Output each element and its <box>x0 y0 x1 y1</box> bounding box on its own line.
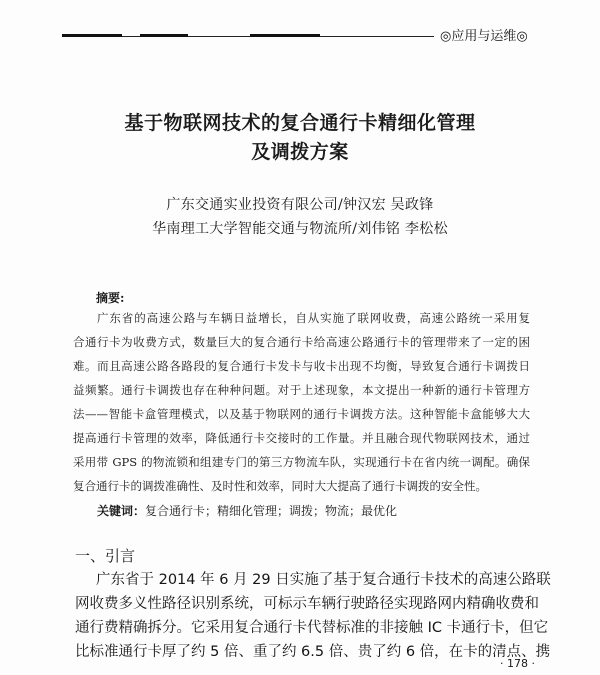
paper-title-line: 基于物联网技术的复合通行卡精细化管理 <box>124 112 476 134</box>
abstract-label: 摘要: <box>96 291 125 305</box>
page-number: · 178 · <box>500 657 535 670</box>
abstract-line: 复合通行卡的调拨准确性、及时性和效率，同时大大提高了通行卡调拨的安全性。 <box>73 479 487 493</box>
body-line: 比标准通行卡厚了约 5 倍、重了约 6.5 倍、贵了约 6 倍，在卡的清点、携 <box>75 644 551 660</box>
author-affiliation: 华南理工大学智能交通与物流所/刘伟铭 李松松 <box>152 221 448 237</box>
abstract-line: 采用带 GPS 的物流锁和组建专门的第三方物流车队，实现通行卡在省内统一调配。确保 <box>73 455 530 469</box>
abstract-line: 益频繁。通行卡调拨也存在种种问题。对于上述现象，本文提出一种新的通行卡管理方 <box>73 383 530 397</box>
body-line: 通行费精确拆分。它采用复合通行卡代替标准的非接触 IC 卡通行卡，但它 <box>75 620 549 636</box>
header-rule-segment <box>140 34 188 37</box>
header-rule-segment <box>62 34 122 37</box>
section-label: ◎应用与运维◎ <box>440 29 528 44</box>
body-line: 广东省于 2014 年 6 月 29 日实施了基于复合通行卡技术的高速公路联 <box>96 572 551 588</box>
paper-title-line: 及调拨方案 <box>251 141 349 163</box>
author-affiliation: 广东交通实业投资有限公司/钟汉宏 吴政锋 <box>166 197 434 213</box>
abstract-line: 提高通行卡管理的效率，降低通行卡交接时的工作量。并且融合现代物联网技术，通过 <box>73 431 530 445</box>
header-rule-segment <box>250 34 320 37</box>
section-heading: 一、引言 <box>75 547 136 565</box>
abstract-line: 合通行卡为收费方式，数量巨大的复合通行卡给高速公路通行卡的管理带来了一定的困 <box>73 335 530 349</box>
body-line: 网收费多义性路径识别系统，可标示车辆行驶路径实现路网内精确收费和 <box>75 596 539 612</box>
abstract-line: 法——智能卡盒管理模式，以及基于物联网的通行卡调拨方法。这种智能卡盒能够大大 <box>73 407 530 421</box>
keywords <box>97 502 397 519</box>
keywords-label: 关键词： <box>97 504 146 518</box>
abstract-line: 广东省的高速公路与车辆日益增长，自从实施了联网收费，高速公路统一采用复 <box>97 311 530 325</box>
abstract-line: 难。而且高速公路各路段的复合通行卡发卡与收卡出现不均衡，导致复合通行卡调拨日 <box>73 359 530 373</box>
keywords-text: 复合通行卡；精细化管理；调拨；物流；最优化 <box>145 504 398 518</box>
